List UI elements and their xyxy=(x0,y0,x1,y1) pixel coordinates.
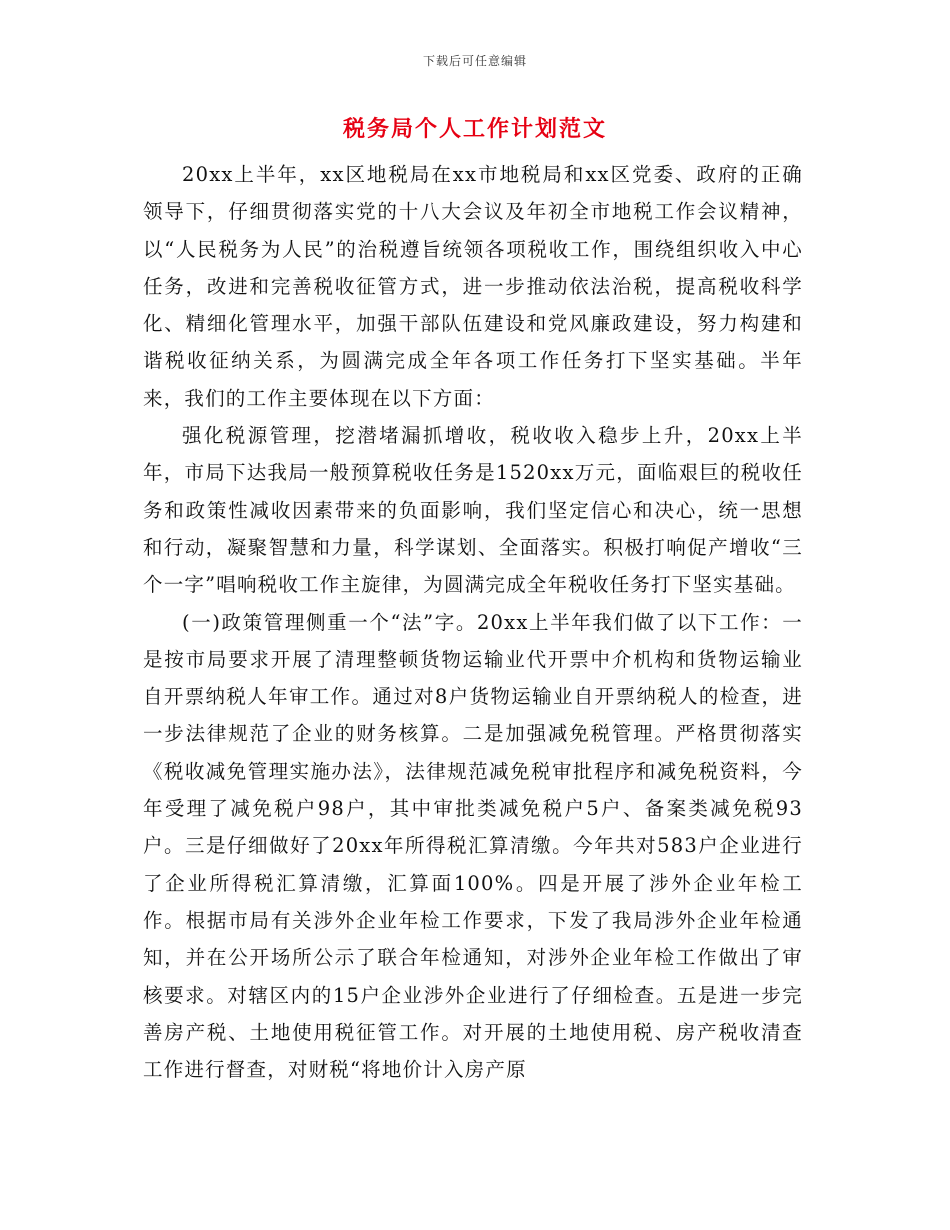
header-note: 下载后可任意编辑 xyxy=(422,54,527,68)
document-title: 税务局个人工作计划范文 xyxy=(342,116,607,142)
paragraph-tax-source: 强化税源管理，挖潜堵漏抓增收，税收收入稳步上升，20xx上半年，市局下达我局一般预算税收任务是1520xx万元，面临艰巨的税收任务和政策性减收因素带来的负面影响，我们坚定信心和决心，统一思想和行动，凝聚智慧和力量，科学谋划、全面落实。积极打响促产增收“三个一字”唱响税收工作主旋律，为圆满完成全年税收任务打下坚实基础。 xyxy=(143,424,803,597)
document-body xyxy=(143,156,803,1088)
paragraph-intro: 20xx上半年，xx区地税局在xx市地税局和xx区党委、政府的正确领导下，仔细贯彻落实党的十八大会议及年初全市地税工作会议精神，以“人民税务为人民”的治税遵旨统领各项税收工作，围绕组织收入中心任务，改进和完善税收征管方式，进一步推动依法治税，提高税收科学化、精细化管理水平，加强干部队伍建设和党风廉政建设，努力构建和谐税收征纳关系，为圆满完成全年各项工作任务打下坚实基础。半年来，我们的工作主要体现在以下方面： xyxy=(143,163,803,410)
paragraph-policy-management: (一)政策管理侧重一个“法”字。20xx上半年我们做了以下工作：一是按市局要求开展了清理整顿货物运输业代开票中介机构和货物运输业自开票纳税人年审工作。通过对8户货物运输业自开票纳税人的检查，进一步法律规范了企业的财务核算。二是加强减免税管理。严格贯彻落实《税收减免管理实施办法》，法律规范减免税审批程序和减免税资料，今年受理了减免税户98户，其中审批类减免税户5户、备案类减免税93户。三是仔细做好了20xx年所得税汇算清缴。今年共对583户企业进行了企业所得税汇算清缴，汇算面100%。四是开展了涉外企业年检工作。根据市局有关涉外企业年检工作要求，下发了我局涉外企业年检通知，并在公开场所公示了联合年检通知，对涉外企业年检工作做出了审核要求。对辖区内的15户企业涉外企业进行了仔细检查。五是进一步完善房产税、土地使用税征管工作。对开展的土地使用税、房产税收清查工作进行督查，对财税“将地价计入房产原 xyxy=(143,610,803,1082)
